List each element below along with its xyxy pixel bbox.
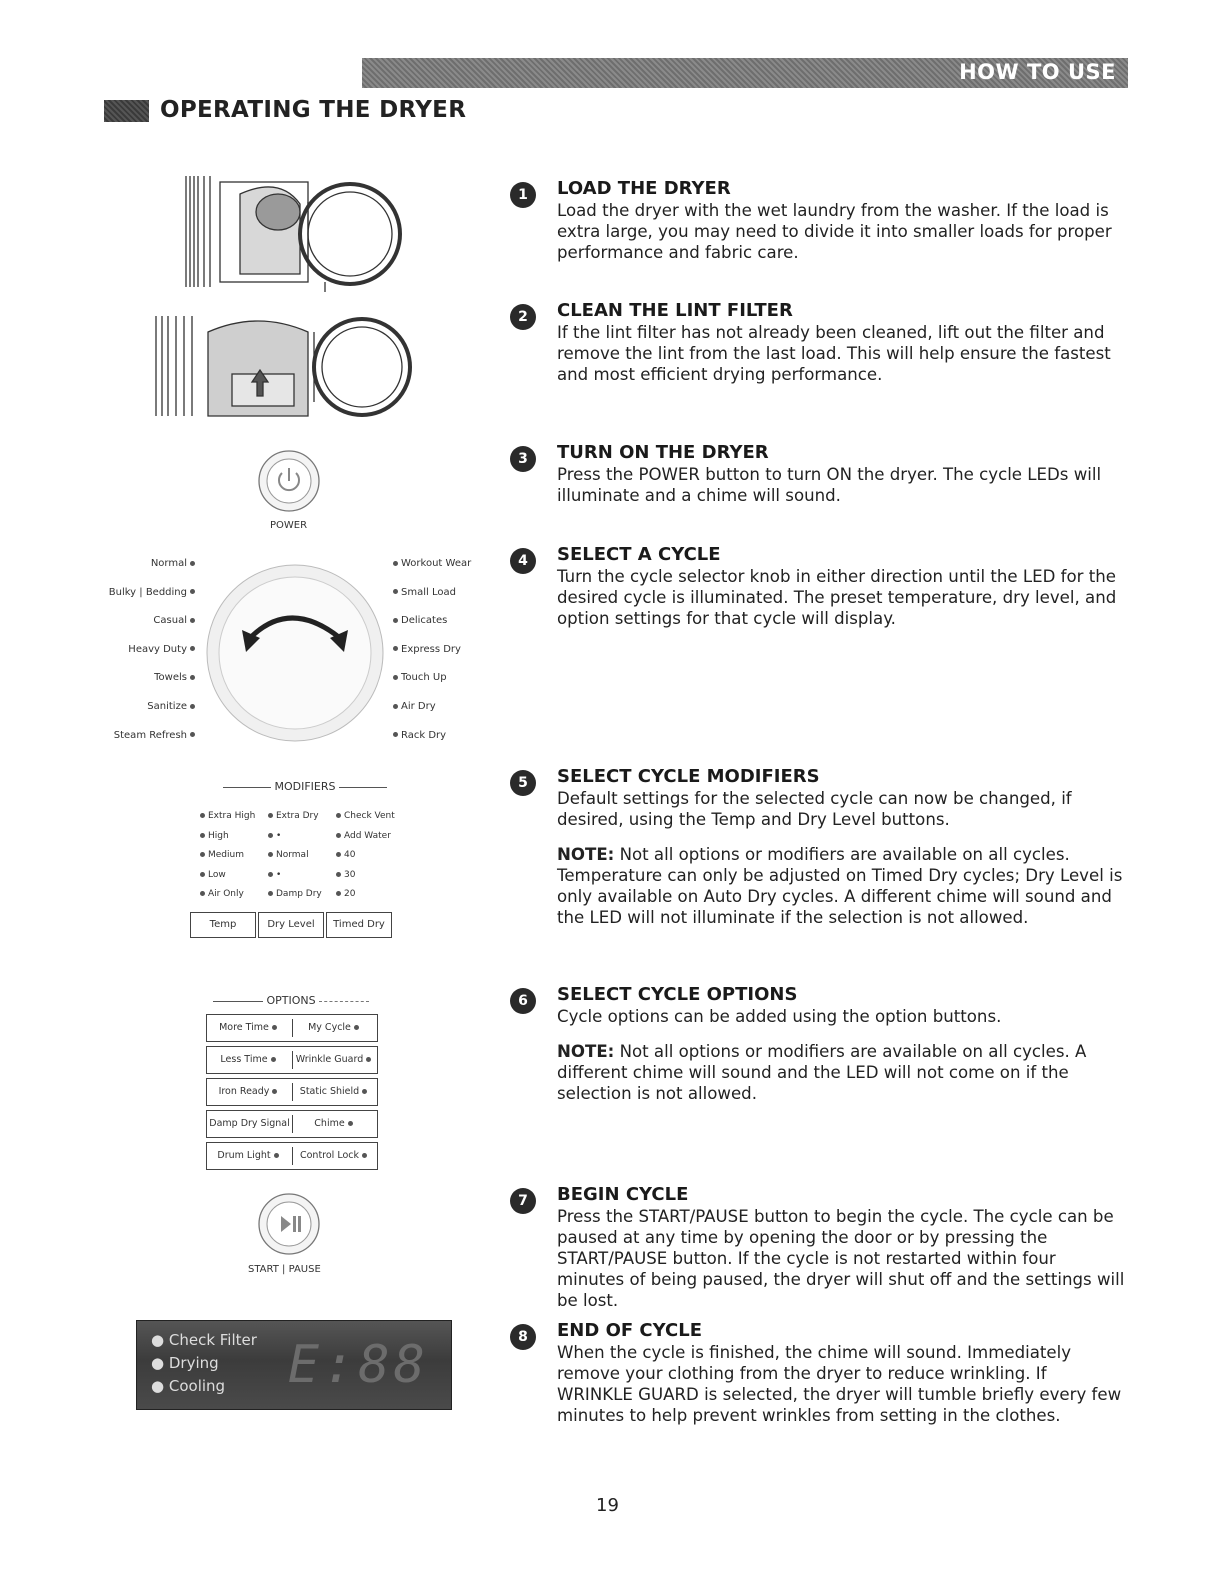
step-badge: 5 (510, 770, 536, 796)
modifiers-title: MODIFIERS (274, 780, 336, 793)
dryer-door-illustration (180, 172, 410, 294)
modifier-led-icon (336, 852, 341, 857)
option-button[interactable] (207, 1015, 292, 1041)
modifier-led-icon (336, 872, 341, 877)
modifier-led-icon (268, 872, 273, 877)
step-title: CLEAN THE LINT FILTER (557, 300, 793, 321)
modifier-level (268, 850, 309, 860)
step-note: NOTE: Not all options or modifiers are available on all cycles. Temperature can only be adjusted on Timed Dry cycles; Dry Level is only available on Auto Dry cycles. A different chime will sound and the LED will not illuminate if the selection is not allowed. (557, 845, 1123, 927)
cycle-label: Towels (154, 672, 187, 684)
option-row (206, 1142, 378, 1170)
cycle-led-icon (393, 646, 398, 651)
option-button[interactable] (207, 1047, 292, 1073)
options-title: OPTIONS (266, 994, 316, 1007)
option-led-icon (274, 1153, 279, 1158)
cycle-option[interactable] (151, 558, 198, 569)
dry-level-button[interactable]: Dry Level (258, 912, 324, 938)
cycle-option[interactable] (147, 701, 198, 712)
cycle-option[interactable] (390, 730, 446, 741)
modifier-level (200, 850, 244, 860)
cycle-led-icon (190, 561, 195, 566)
cycle-led-icon (190, 704, 195, 709)
cycle-option[interactable] (153, 615, 198, 626)
step-badge: 1 (510, 182, 536, 208)
timed-dry-button[interactable]: Timed Dry (326, 912, 392, 938)
option-row (206, 1078, 378, 1106)
display-check-filter: ● Check Filter (151, 1331, 257, 1349)
cycle-label: Normal (150, 558, 187, 569)
step-7 (510, 1184, 1125, 1310)
step-3 (510, 442, 1120, 516)
display-drying: ● Drying (151, 1354, 219, 1372)
modifier-level (200, 870, 226, 880)
option-label: My Cycle (308, 1022, 351, 1033)
modifier-label: Extra Dry (276, 811, 319, 821)
step-6 (510, 984, 1120, 1108)
modifier-led-icon (200, 852, 205, 857)
step-8 (510, 1320, 1122, 1444)
cycle-label: Steam Refresh (113, 729, 187, 741)
modifier-label: Air Only (208, 889, 244, 899)
modifier-led-icon (336, 833, 341, 838)
step-badge: 4 (510, 548, 536, 574)
display-digits: E:88 (287, 1335, 429, 1395)
option-label: Iron Ready (218, 1086, 270, 1097)
modifier-label: Low (208, 869, 226, 880)
display-cooling: ● Cooling (151, 1377, 226, 1395)
step-body: Press the START/PAUSE button to begin the cycle. The cycle can be paused at any time by opening the door or by pressing the START/PAUSE button. If the cycle is not restarted within four minutes of being paused, the dryer will shut off and the settings will be lost. (557, 1207, 1125, 1310)
start-pause-label: START | PAUSE (248, 1264, 321, 1275)
cycle-label: Express Dry (401, 643, 461, 655)
cycle-label: Touch Up (401, 672, 447, 684)
how-to-use-banner (362, 58, 1128, 88)
lint-filter-illustration (152, 312, 422, 424)
cycle-label: Small Load (401, 586, 456, 598)
modifier-label: High (208, 830, 229, 841)
cycle-option[interactable] (128, 644, 198, 655)
step-title: TURN ON THE DRYER (557, 442, 769, 463)
option-label: Control Lock (299, 1150, 360, 1161)
modifier-level (268, 811, 319, 821)
cycle-led-icon (190, 589, 195, 594)
cycle-led-icon (190, 646, 195, 651)
step-badge: 3 (510, 446, 536, 472)
cycle-led-icon (190, 618, 195, 623)
modifier-label: Medium (208, 850, 244, 860)
modifier-label: Check Vent (344, 811, 395, 821)
cycle-option[interactable] (109, 587, 198, 598)
modifier-label: • (276, 830, 282, 841)
option-label: Wrinkle Guard (295, 1054, 364, 1065)
modifier-label: Normal (276, 850, 309, 860)
cycle-option[interactable] (390, 701, 436, 712)
option-button[interactable] (293, 1015, 377, 1041)
cycle-option[interactable] (390, 587, 456, 598)
cycle-led-icon (393, 618, 398, 623)
option-label: Damp Dry Signal (209, 1118, 290, 1129)
cycle-label: Casual (153, 615, 187, 627)
step-5 (510, 766, 1123, 960)
modifier-led-icon (268, 852, 273, 857)
option-label: Chime (314, 1118, 345, 1129)
modifier-led-icon (336, 813, 341, 818)
cycle-label: Air Dry (401, 701, 436, 712)
temp-button[interactable]: Temp (190, 912, 256, 938)
modifier-level (336, 889, 355, 899)
option-button[interactable] (293, 1143, 377, 1169)
cycle-led-icon (393, 561, 398, 566)
modifier-level (268, 889, 322, 899)
modifier-level (268, 870, 281, 880)
option-button[interactable] (293, 1111, 377, 1137)
status-display (136, 1320, 452, 1410)
option-row (206, 1014, 378, 1042)
step-title: BEGIN CYCLE (557, 1184, 689, 1205)
option-led-icon (348, 1121, 353, 1126)
modifier-label: 30 (344, 869, 356, 880)
option-label: More Time (219, 1022, 269, 1033)
step-body: Press the POWER button to turn ON the dryer. The cycle LEDs will illuminate and a chime will sound. (557, 465, 1102, 505)
modifier-led-icon (268, 891, 273, 896)
modifier-level (336, 850, 355, 860)
option-label: Less Time (220, 1054, 268, 1065)
cycle-led-icon (190, 732, 195, 737)
modifier-led-icon (200, 813, 205, 818)
cycle-option[interactable] (390, 644, 461, 655)
modifier-label: Damp Dry (276, 889, 322, 899)
step-2 (510, 300, 1120, 394)
section-marker (104, 100, 149, 122)
cycle-option[interactable] (390, 672, 447, 683)
modifier-label: 40 (344, 850, 356, 860)
modifier-label: 20 (344, 889, 356, 899)
option-led-icon (272, 1089, 277, 1094)
section-title: OPERATING THE DRYER (160, 97, 467, 123)
step-badge: 6 (510, 988, 536, 1014)
step-badge: 8 (510, 1324, 536, 1350)
modifier-level (200, 811, 255, 821)
option-button[interactable] (293, 1047, 377, 1073)
option-led-icon (366, 1057, 371, 1062)
step-note: NOTE: Not all options or modifiers are available on all cycles. A different chime will sound and the LED will not come on if the selection is not allowed. (557, 1042, 1087, 1103)
step-body: Default settings for the selected cycle can now be changed, if desired, using the Temp and Dry Level buttons. (557, 789, 1072, 829)
step-body: Load the dryer with the wet laundry from the washer. If the load is extra large, you may need to divide it into smaller loads for proper performance and fabric care. (557, 201, 1112, 262)
cycle-option[interactable] (114, 730, 198, 741)
modifier-led-icon (336, 891, 341, 896)
cycle-led-icon (393, 589, 398, 594)
modifier-led-icon (200, 833, 205, 838)
cycle-label: Sanitize (147, 701, 187, 712)
cycle-option[interactable] (154, 672, 198, 683)
modifier-led-icon (268, 813, 273, 818)
option-led-icon (272, 1025, 277, 1030)
modifier-led-icon (268, 833, 273, 838)
cycle-label: Workout Wear (401, 558, 472, 569)
cycle-label: Rack Dry (401, 729, 447, 741)
option-led-icon (362, 1153, 367, 1158)
cycle-led-icon (393, 675, 398, 680)
step-body: Turn the cycle selector knob in either direction until the LED for the desired cycle is illuminated. The preset temperature, dry level, and option settings for that cycle will display. (557, 567, 1117, 628)
cycle-label: Delicates (401, 615, 448, 627)
step-title: SELECT CYCLE OPTIONS (557, 984, 798, 1005)
cycle-led-icon (393, 732, 398, 737)
option-label: Drum Light (217, 1150, 271, 1161)
modifier-level (200, 831, 229, 841)
option-button[interactable] (207, 1111, 292, 1137)
step-1 (510, 178, 1120, 272)
how-to-use-label: HOW TO USE (959, 60, 1116, 84)
modifier-label: Extra High (208, 811, 256, 821)
option-led-icon (354, 1025, 359, 1030)
option-button[interactable] (207, 1143, 292, 1169)
modifier-level (268, 831, 281, 841)
option-led-icon (271, 1057, 276, 1062)
cycle-led-icon (190, 675, 195, 680)
step-body: When the cycle is finished, the chime will sound. Immediately remove your clothing from the dryer to reduce wrinkling. If WRINKLE GUARD is selected, the dryer will tumble briefly every few minutes to help prevent wrinkles from setting in the clothes. (557, 1343, 1122, 1425)
start-pause-button[interactable] (255, 1192, 323, 1260)
modifier-label: Add Water (344, 830, 391, 841)
modifier-label: • (276, 869, 282, 880)
step-body: If the lint filter has not already been cleaned, lift out the filter and remove the lint from the last load. This will help ensure the fastest and most efficient drying performance. (557, 323, 1111, 384)
option-row (206, 1110, 378, 1138)
page-number: 19 (596, 1495, 619, 1516)
cycle-selector-knob[interactable] (200, 558, 390, 748)
cycle-label: Bulky | Bedding (108, 586, 187, 598)
step-body: Cycle options can be added using the option buttons. (557, 1007, 1002, 1026)
modifier-level (200, 889, 244, 899)
option-led-icon (362, 1089, 367, 1094)
cycle-option[interactable] (390, 558, 471, 569)
step-title: END OF CYCLE (557, 1320, 703, 1341)
option-button[interactable] (207, 1079, 292, 1105)
power-button[interactable] (254, 448, 324, 518)
modifier-level (336, 870, 355, 880)
modifier-led-icon (200, 872, 205, 877)
cycle-label: Heavy Duty (128, 643, 187, 655)
modifier-level (336, 811, 395, 821)
modifier-level (336, 831, 391, 841)
option-row (206, 1046, 378, 1074)
option-button[interactable] (293, 1079, 377, 1105)
step-4 (510, 544, 1120, 638)
option-label: Static Shield (299, 1086, 360, 1097)
cycle-led-icon (393, 704, 398, 709)
power-label: POWER (270, 520, 308, 531)
step-title: SELECT CYCLE MODIFIERS (557, 766, 820, 787)
modifier-led-icon (200, 891, 205, 896)
step-title: LOAD THE DRYER (557, 178, 731, 199)
step-title: SELECT A CYCLE (557, 544, 721, 565)
step-badge: 2 (510, 304, 536, 330)
step-badge: 7 (510, 1188, 536, 1214)
cycle-option[interactable] (390, 615, 447, 626)
